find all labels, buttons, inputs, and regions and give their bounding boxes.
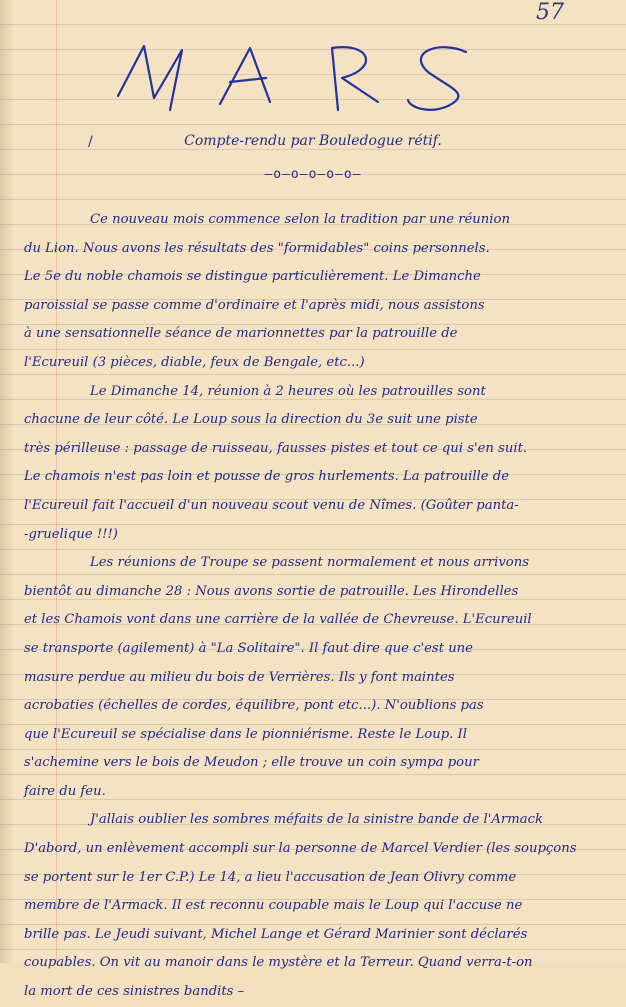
text-line: J'allais oublier les sombres méfaits de la sinistre bande de l'Armack: [90, 812, 543, 828]
text-line: chacune de leur côté. Le Loup sous la direction du 3e suit une piste: [24, 412, 478, 428]
text-line: brille pas. Le Jeudi suivant, Michel Lange et Gérard Marinier sont déclarés: [24, 926, 528, 942]
text-line: l'Ecureuil (3 pièces, diable, feux de Bengale, etc...): [24, 354, 365, 370]
text-line: du Lion. Nous avons les résultats des "formidables" coins personnels.: [24, 240, 490, 256]
text-line: acrobaties (échelles de cordes, équilibre, pont etc...). N'oublions pas: [24, 698, 484, 714]
text-line: et les Chamois vont dans une carrière de la vallée de Chevreuse. L'Ecureuil: [24, 612, 532, 628]
text-line: s'achemine vers le bois de Meudon ; elle trouve un coin sympa pour: [24, 755, 479, 771]
text-line: masure perdue au milieu du bois de Verrières. Ils y font maintes: [24, 669, 455, 685]
text-line: membre de l'Armack. Il est reconnu coupable mais le Loup qui l'accuse ne: [24, 898, 523, 914]
text-line: Ce nouveau mois commence selon la tradition par une réunion: [90, 212, 510, 227]
text-line: que l'Ecureuil se spécialise dans le pionniérisme. Reste le Loup. Il: [24, 726, 467, 742]
text-line: faire du feu.: [24, 783, 106, 799]
text-line: très périlleuse : passage de ruisseau, fausses pistes et tout ce qui s'en suit.: [24, 440, 528, 456]
separator: —o—o—o—o—o—: [264, 167, 362, 182]
text-line: bientôt au dimanche 28 : Nous avons sortie de patrouille. Les Hirondelles: [24, 583, 519, 599]
tick-mark: /: [88, 134, 93, 150]
text-line: Le Dimanche 14, réunion à 2 heures où les patrouilles sont: [90, 383, 486, 399]
subtitle: Compte-rendu par Bouledogue rétif.: [184, 133, 442, 149]
text-line: -gruelique !!!): [24, 526, 118, 542]
text-line: la mort de ces sinistres bandits –: [24, 984, 245, 1000]
page-number: 57: [536, 0, 564, 25]
text-line: coupables. On vit au manoir dans le mystère et la Terreur. Quand verra-t-on: [24, 955, 533, 971]
text-line: se portent sur le 1er C.P.) Le 14, a lieu l'accusation de Jean Olivry comme: [24, 869, 517, 885]
text-line: se transporte (agilement) à "La Solitaire". Il faut dire que c'est une: [24, 640, 473, 656]
body-text: [24, 206, 608, 1007]
text-line: paroissial se passe comme d'ordinaire et l'après midi, nous assistons: [24, 297, 485, 313]
text-line: Les réunions de Troupe se passent normalement et nous arrivons: [90, 555, 529, 571]
text-line: Le chamois n'est pas loin et pousse de gros hurlements. La patrouille de: [24, 469, 510, 485]
title-handwritten: [110, 38, 490, 118]
text-line: à une sensationnelle séance de marionnettes par la patrouille de: [24, 326, 458, 342]
text-line: l'Ecureuil fait l'accueil d'un nouveau scout venu de Nîmes. (Goûter panta-: [24, 497, 519, 513]
text-line: D'abord, un enlèvement accompli sur la personne de Marcel Verdier (les soupçons: [24, 841, 577, 857]
text-line: Le 5e du noble chamois se distingue particulièrement. Le Dimanche: [24, 269, 481, 285]
